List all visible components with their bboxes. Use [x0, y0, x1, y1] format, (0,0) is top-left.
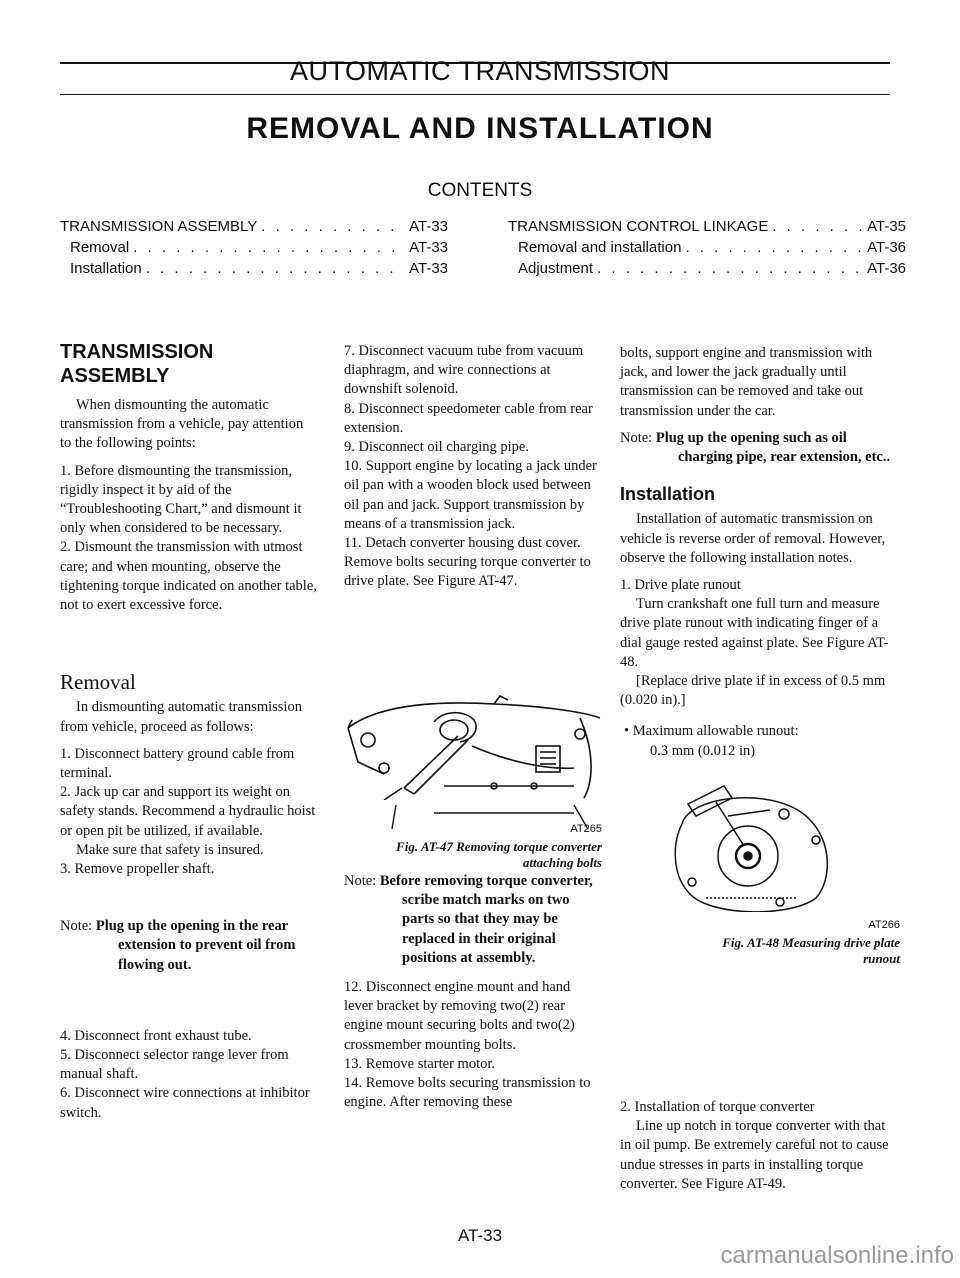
column-1 — [60, 340, 318, 1123]
toc-entry[interactable]: Removal . . . AT-33 — [60, 237, 448, 258]
paragraph: Turn crankshaft one full turn and measure drive plate runout with indicating finger of a dial gauge rested against plate. See Figure AT-48. — [620, 596, 889, 670]
page-number: AT-33 — [457, 1226, 503, 1245]
paragraph: Installation of automatic transmission on vehicle is reverse order of removal. However, observe the following installation notes. — [620, 511, 886, 566]
paragraph: When dismounting the automatic transmission from a vehicle, pay attention to the following points: — [60, 397, 304, 452]
paragraph: 14. Remove bolts securing transmission to engine. After removing these — [344, 1075, 591, 1111]
paragraph: 5. Disconnect selector range lever from manual shaft. — [60, 1047, 289, 1083]
section-header: AUTOMATIC TRANSMISSION — [289, 56, 671, 86]
toc-entry[interactable]: Installation . . . AT-33 — [60, 258, 448, 279]
paragraph: 10. Support engine by locating a jack under oil pan with a wooden block used between oil pan and jack. Support transmission by means of a transmission jack. — [344, 458, 597, 532]
watermark: carmanualsonline.info — [720, 1242, 954, 1269]
paragraph: 2. Jack up car and support its weight on safety stands. Recommend a hydraulic hoist or open pit be utilized, if available. — [60, 784, 316, 839]
toc-left — [60, 216, 448, 279]
header-bottom-rule — [60, 94, 890, 95]
contents-heading: CONTENTS — [427, 180, 533, 201]
figure-at47 — [344, 690, 602, 870]
paragraph: bolts, support engine and transmission with jack, and lower the jack gradually until transmission can be removed and take out transmission under the car. — [620, 345, 873, 419]
paragraph: In dismounting automatic transmission from vehicle, proceed as follows: — [60, 699, 302, 735]
column-2 — [344, 342, 602, 592]
figure-at48 — [620, 780, 900, 966]
paragraph: 2. Dismount the transmission with utmost care; and when mounting, observe the tightening torque indicated on another table, not to exert excessive force. — [60, 539, 317, 614]
column-2-lower — [344, 872, 602, 1112]
paragraph: 7. Disconnect vacuum tube from vacuum diaphragm, and wire connections at downshift solenoid. — [344, 343, 584, 398]
paragraph: Make sure that safety is insured. — [76, 841, 264, 858]
toc-entry[interactable]: Removal and installation . . . AT-36 — [508, 237, 906, 258]
figure-caption: Fig. AT-47 Removing torque converter attaching bolts — [396, 839, 602, 870]
figure-caption: Fig. AT-48 Measuring drive plate runout — [722, 935, 900, 966]
column-3 — [620, 344, 900, 761]
paragraph: 6. Disconnect wire connections at inhibitor switch. — [60, 1085, 310, 1121]
paragraph: 12. Disconnect engine mount and hand lever bracket by removing two(2) rear engine mount securing bolts and two(2) crossmember mounting bolts. — [344, 979, 575, 1053]
paragraph: 11. Detach converter housing dust cover. Remove bolts securing torque converter to drive plate. See Figure AT-47. — [344, 535, 591, 590]
section-heading: TRANSMISSION ASSEMBLY — [60, 341, 214, 387]
paragraph: 13. Remove starter motor. — [344, 1055, 496, 1072]
paragraph: 8. Disconnect speedometer cable from rear extension. — [344, 400, 593, 436]
drive-plate-gauge-illustration — [620, 780, 900, 912]
toc-entry[interactable]: Adjustment . . . AT-36 — [508, 258, 906, 279]
removal-heading: Removal — [60, 670, 136, 695]
paragraph: 4. Disconnect front exhaust tube. — [60, 1027, 252, 1044]
note: Note: Before removing torque converter, scribe match marks on two parts so that they may be replaced in their original positions at assembly. — [344, 873, 593, 966]
note: Note: Plug up the opening in the rear extension to prevent oil from flowing out. — [60, 918, 296, 973]
installation-heading: Installation — [620, 484, 716, 505]
converter-removal-illustration — [344, 690, 602, 800]
value: 0.3 mm (0.012 in) — [650, 742, 756, 759]
note: Note: Plug up the opening such as oil charging pipe, rear extension, etc.. — [620, 429, 891, 466]
bullet-item: • Maximum allowable runout: — [624, 723, 799, 740]
figure-code: AT266 — [868, 919, 900, 931]
paragraph: 1. Disconnect battery ground cable from terminal. — [60, 745, 295, 782]
toc-entry[interactable]: TRANSMISSION CONTROL LINKAGE . . . AT-35 — [508, 216, 906, 237]
paragraph: 9. Disconnect oil charging pipe. — [344, 439, 529, 456]
paragraph: 1. Before dismounting the transmission, rigidly inspect it by aid of the “Troubleshooting Chart,” and dismount it only when considered to be necessary. — [60, 462, 302, 537]
paragraph: 1. Drive plate runout — [620, 577, 741, 594]
figure-code: AT265 — [570, 823, 602, 835]
paragraph: 2. Installation of torque converter — [620, 1099, 815, 1115]
toc-right — [508, 216, 906, 279]
column-3-lower — [620, 1098, 900, 1194]
paragraph: 3. Remove propeller shaft. — [60, 861, 215, 878]
paragraph: Line up notch in torque converter with that in oil pump. Be extremely careful not to cause undue stresses in parts in installing torque converter. See Figure AT-49. — [620, 1118, 889, 1192]
paragraph: [Replace drive plate if in excess of 0.5 mm (0.020 in).] — [620, 673, 886, 709]
page-title: REMOVAL AND INSTALLATION — [246, 112, 714, 145]
toc-entry[interactable]: TRANSMISSION ASSEMBLY . . . AT-33 — [60, 216, 448, 237]
